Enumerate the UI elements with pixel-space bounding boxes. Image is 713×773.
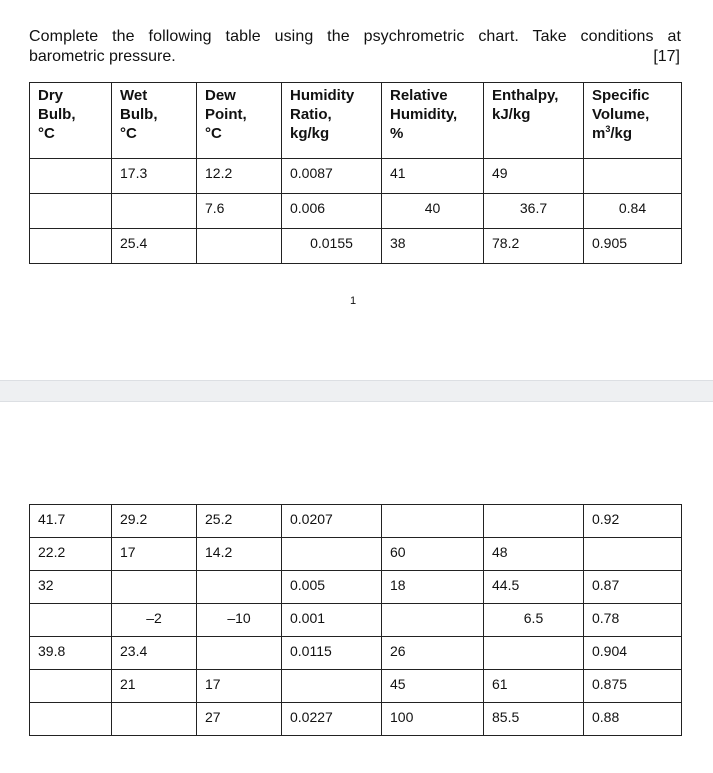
table-cell: 22.2 <box>30 538 112 571</box>
marks-label: [17] <box>653 48 680 65</box>
table-cell <box>30 703 112 736</box>
header-line: °C <box>205 125 222 142</box>
table-cell <box>30 670 112 703</box>
table-cell <box>484 505 584 538</box>
table-cell <box>197 637 282 670</box>
header-line: Ratio, <box>290 106 332 123</box>
table-cell: 17 <box>197 670 282 703</box>
table-cell: 36.7 <box>484 194 584 229</box>
header-line: Relative <box>390 87 448 104</box>
table-cell: 25.2 <box>197 505 282 538</box>
table-cell: 0.87 <box>584 571 682 604</box>
table-cell: 48 <box>484 538 584 571</box>
unit-text: m <box>592 125 606 142</box>
table-cell: 61 <box>484 670 584 703</box>
page-separator <box>0 380 713 402</box>
header-line: % <box>390 125 404 142</box>
table-cell: 26 <box>382 637 484 670</box>
table-row <box>30 159 682 194</box>
header-line: Humidity, <box>390 106 458 123</box>
table-cell: 49 <box>484 159 584 194</box>
table-cell: 23.4 <box>112 637 197 670</box>
header-wet-bulb <box>112 83 197 159</box>
table-cell: 85.5 <box>484 703 584 736</box>
table-cell: 45 <box>382 670 484 703</box>
table-cell: 0.905 <box>584 229 682 264</box>
header-enthalpy <box>484 83 584 159</box>
table-cell: 0.006 <box>282 194 382 229</box>
table-header-row <box>30 83 682 159</box>
table-cell: 78.2 <box>484 229 584 264</box>
table-cell: 40 <box>382 194 484 229</box>
header-dew-point <box>197 83 282 159</box>
table-cell: 0.904 <box>584 637 682 670</box>
table-cell <box>112 194 197 229</box>
unit-superscript: 3 <box>605 124 611 134</box>
unit-text: /kg <box>610 125 633 142</box>
question-text-line-2: barometric pressure. <box>29 48 176 65</box>
table-cell: 39.8 <box>30 637 112 670</box>
table-cell: 44.5 <box>484 571 584 604</box>
header-specific-volume <box>584 83 682 159</box>
header-line <box>592 124 675 143</box>
table-cell <box>197 571 282 604</box>
question-text-line-1: Complete the following table using the psychrometric chart. Take conditions at <box>29 28 681 45</box>
table-cell: 0.0155 <box>282 229 382 264</box>
table-cell: 41 <box>382 159 484 194</box>
header-line: Volume, <box>592 106 650 123</box>
header-line: Enthalpy, <box>492 87 559 104</box>
table-cell: 0.78 <box>584 604 682 637</box>
table-cell <box>112 571 197 604</box>
table-row <box>30 229 682 264</box>
table-row <box>30 538 682 571</box>
table-cell <box>382 604 484 637</box>
table-cell: 0.0087 <box>282 159 382 194</box>
table-row <box>30 194 682 229</box>
table-row <box>30 571 682 604</box>
header-relative-humidity <box>382 83 484 159</box>
table-cell: 25.4 <box>112 229 197 264</box>
table-cell <box>382 505 484 538</box>
table-cell: 0.005 <box>282 571 382 604</box>
table-cell: 0.92 <box>584 505 682 538</box>
table-cell: 18 <box>382 571 484 604</box>
table-cell: 7.6 <box>197 194 282 229</box>
table-cell <box>112 703 197 736</box>
header-line: Dew <box>205 87 236 104</box>
header-line: Bulb, <box>120 106 158 123</box>
table-cell: 100 <box>382 703 484 736</box>
table-cell: 17 <box>112 538 197 571</box>
table-cell: 12.2 <box>197 159 282 194</box>
header-line: Point, <box>205 106 247 123</box>
psychrometric-table-top <box>29 82 682 264</box>
table-cell <box>584 538 682 571</box>
table-cell: 0.001 <box>282 604 382 637</box>
table-cell: 0.0227 <box>282 703 382 736</box>
table-row <box>30 670 682 703</box>
table-cell: 60 <box>382 538 484 571</box>
table-cell <box>30 229 112 264</box>
page-number: 1 <box>350 295 357 307</box>
table-cell <box>282 670 382 703</box>
table-row <box>30 505 682 538</box>
table-cell <box>30 159 112 194</box>
table-cell <box>584 159 682 194</box>
table-cell: 29.2 <box>112 505 197 538</box>
psychrometric-table-bottom <box>29 504 682 736</box>
table-cell: 6.5 <box>484 604 584 637</box>
table-cell <box>484 637 584 670</box>
header-line: Specific <box>592 87 650 104</box>
table-cell: 21 <box>112 670 197 703</box>
table-cell: –10 <box>197 604 282 637</box>
table-cell: 17.3 <box>112 159 197 194</box>
table-cell: 0.0115 <box>282 637 382 670</box>
header-line: °C <box>38 125 55 142</box>
table-row <box>30 703 682 736</box>
table-cell: 0.875 <box>584 670 682 703</box>
table-cell: 41.7 <box>30 505 112 538</box>
header-line: kJ/kg <box>492 106 531 123</box>
table-cell: 0.0207 <box>282 505 382 538</box>
header-dry-bulb <box>30 83 112 159</box>
header-line: Wet <box>120 87 148 104</box>
table-cell: 27 <box>197 703 282 736</box>
table-cell: 0.88 <box>584 703 682 736</box>
header-humidity-ratio <box>282 83 382 159</box>
table-cell: 38 <box>382 229 484 264</box>
header-line: kg/kg <box>290 125 330 142</box>
table-cell: 14.2 <box>197 538 282 571</box>
table-cell: 32 <box>30 571 112 604</box>
table-row <box>30 604 682 637</box>
table-cell: –2 <box>112 604 197 637</box>
table-cell <box>30 604 112 637</box>
table-cell: 0.84 <box>584 194 682 229</box>
header-line: °C <box>120 125 137 142</box>
header-line: Bulb, <box>38 106 76 123</box>
header-line: Humidity <box>290 87 355 104</box>
table-cell <box>30 194 112 229</box>
table-cell <box>282 538 382 571</box>
header-line: Dry <box>38 87 64 104</box>
table-cell <box>197 229 282 264</box>
table-row <box>30 637 682 670</box>
